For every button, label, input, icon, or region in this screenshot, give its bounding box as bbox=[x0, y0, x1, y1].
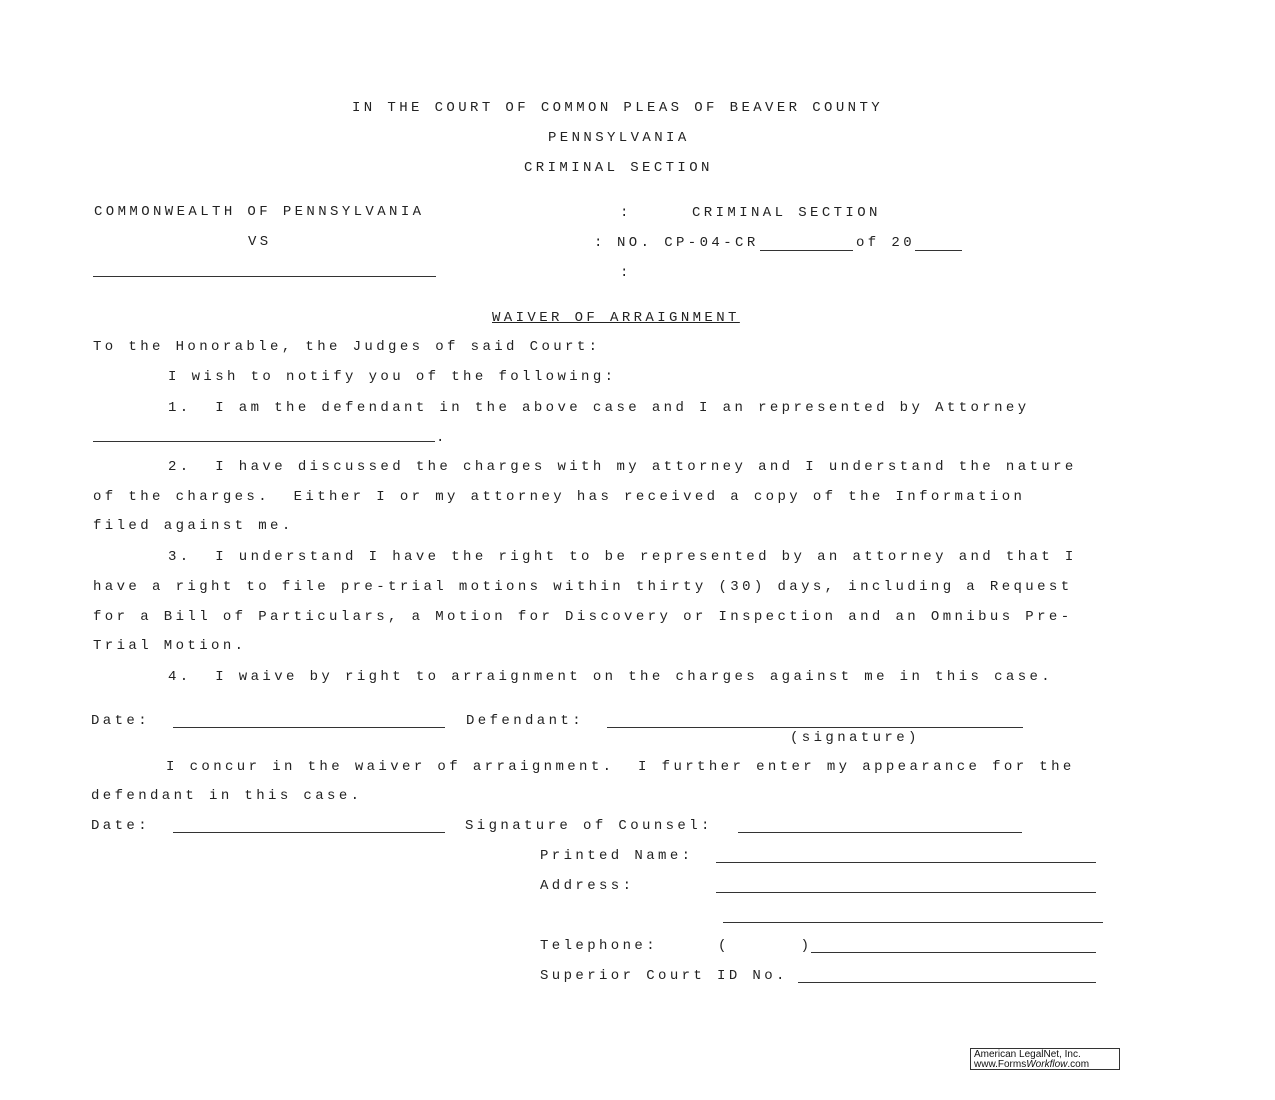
superior-court-id-line[interactable] bbox=[798, 982, 1096, 983]
paragraph-4: 4. I waive by right to arraignment on the charges against me in this case. bbox=[168, 669, 1054, 685]
paragraph-3-line: 3. I understand I have the right to be represented by an attorney and that I bbox=[168, 549, 1077, 565]
caption-colon: : bbox=[620, 265, 632, 281]
signature-caption: (signature) bbox=[790, 730, 920, 746]
american-legalnet-logo bbox=[970, 1048, 1120, 1070]
defendant-label: Defendant: bbox=[466, 713, 585, 729]
address-line-2[interactable] bbox=[723, 922, 1103, 923]
address-label: Address: bbox=[540, 878, 635, 894]
attorney-name-line[interactable] bbox=[93, 441, 435, 442]
superior-court-id-label: Superior Court ID No. bbox=[540, 968, 788, 984]
defendant-date-line[interactable] bbox=[173, 727, 445, 728]
case-number-prefix: NO. CP-04-CR bbox=[617, 235, 759, 251]
signature-of-counsel-label: Signature of Counsel: bbox=[465, 818, 713, 834]
paragraph-3-line: have a right to file pre-trial motions within thirty (30) days, including a Request bbox=[93, 579, 1073, 595]
counsel-date-label: Date: bbox=[91, 818, 151, 834]
section-heading: CRIMINAL SECTION bbox=[524, 160, 713, 176]
logo-line-1: American LegalNet, Inc. bbox=[974, 1049, 1081, 1060]
telephone-label: Telephone: bbox=[540, 938, 659, 954]
case-number-line[interactable] bbox=[760, 250, 853, 251]
logo-text: Workflow bbox=[1026, 1059, 1068, 1070]
defendant-signature-line[interactable] bbox=[607, 727, 1023, 728]
court-heading: IN THE COURT OF COMMON PLEAS OF BEAVER COUNTY bbox=[352, 100, 884, 116]
logo-text: .com bbox=[1067, 1059, 1090, 1070]
concur-line: I concur in the waiver of arraignment. I further enter my appearance for the bbox=[166, 759, 1075, 775]
paragraph-3-line: for a Bill of Particulars, a Motion for Discovery or Inspection and an Omnibus Pre- bbox=[93, 609, 1073, 625]
paragraph-1-end: . bbox=[436, 430, 448, 446]
counsel-signature-line[interactable] bbox=[738, 832, 1022, 833]
caption-section: CRIMINAL SECTION bbox=[692, 205, 881, 221]
document-title: WAIVER OF ARRAIGNMENT bbox=[492, 310, 740, 326]
address-line-1[interactable] bbox=[716, 892, 1096, 893]
paragraph-1: 1. I am the defendant in the above case and I an represented by Attorney bbox=[168, 400, 1030, 416]
logo-text: www.Forms bbox=[974, 1059, 1027, 1070]
state-heading: PENNSYLVANIA bbox=[548, 130, 690, 146]
salutation: To the Honorable, the Judges of said Court: bbox=[93, 339, 601, 355]
case-year-line[interactable] bbox=[915, 250, 962, 251]
paragraph-2-line: 2. I have discussed the charges with my attorney and I understand the nature bbox=[168, 459, 1077, 475]
defendant-name-line[interactable] bbox=[93, 276, 436, 277]
logo-line-2 bbox=[974, 1060, 1116, 1070]
caption-colon: : bbox=[620, 205, 632, 221]
printed-name-label: Printed Name: bbox=[540, 848, 694, 864]
plaintiff: COMMONWEALTH OF PENNSYLVANIA bbox=[94, 204, 425, 220]
caption-colon: : bbox=[594, 235, 606, 251]
telephone-area-code[interactable]: ( ) bbox=[718, 938, 813, 954]
paragraph-3-line: Trial Motion. bbox=[93, 638, 247, 654]
concur-line: defendant in this case. bbox=[91, 788, 363, 804]
versus: VS bbox=[248, 234, 272, 250]
counsel-date-line[interactable] bbox=[173, 832, 445, 833]
printed-name-line[interactable] bbox=[716, 862, 1096, 863]
paragraph-2-line: of the charges. Either I or my attorney has received a copy of the Information bbox=[93, 489, 1026, 505]
paragraph-2-line: filed against me. bbox=[93, 518, 294, 534]
date-label: Date: bbox=[91, 713, 151, 729]
case-year-prefix: of 20 bbox=[856, 235, 916, 251]
intro: I wish to notify you of the following: bbox=[168, 369, 617, 385]
telephone-line[interactable] bbox=[811, 952, 1096, 953]
